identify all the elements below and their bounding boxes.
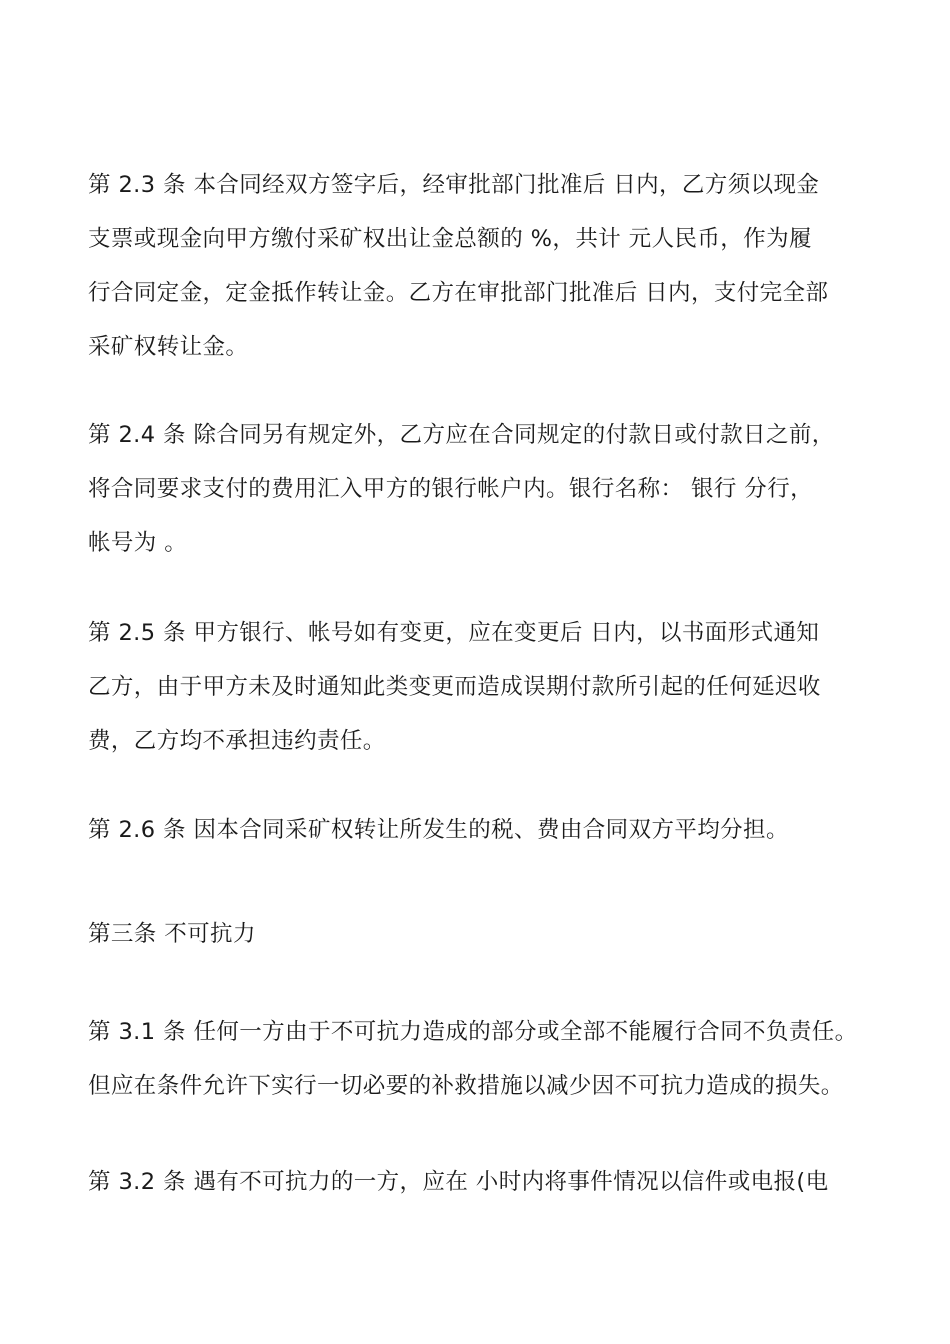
paragraph-line: 费，乙方均不承担违约责任。 [88, 728, 386, 754]
paragraph-line: 行合同定金，定金抵作转让金。乙方在审批部门批准后 日内，支付完全部 [88, 280, 829, 306]
clause-2-5-paragraph [88, 606, 888, 768]
article-3-heading [88, 907, 888, 961]
paragraph-line: 将合同要求支付的费用汇入甲方的银行帐户内。银行名称： 银行 分行， [88, 476, 814, 502]
clause-3-2-paragraph [88, 1155, 888, 1209]
clause-2-3-paragraph [88, 158, 888, 374]
paragraph-line: 采矿权转让金。 [88, 334, 249, 360]
paragraph-line: 第 2.3 条 本合同经双方签字后，经审批部门批准后 日内，乙方须以现金 [88, 172, 820, 198]
paragraph-line: 第 2.5 条 甲方银行、帐号如有变更，应在变更后 日内，以书面形式通知 [88, 620, 820, 646]
section-heading: 第三条 不可抗力 [88, 921, 256, 947]
clause-2-4-paragraph [88, 408, 888, 570]
paragraph-line: 第 3.1 条 任何一方由于不可抗力造成的部分或全部不能履行合同不负责任。 [88, 1019, 858, 1045]
paragraph-line: 但应在条件允许下实行一切必要的补救措施以减少因不可抗力造成的损失。 [88, 1073, 844, 1099]
paragraph-line: 第 2.6 条 因本合同采矿权转让所发生的税、费由合同双方平均分担。 [88, 817, 789, 843]
clause-3-1-paragraph [88, 1005, 888, 1113]
paragraph-line: 乙方，由于甲方未及时通知此类变更而造成误期付款所引起的任何延迟收 [88, 674, 821, 700]
paragraph-line: 帐号为 。 [88, 530, 188, 556]
paragraph-line: 支票或现金向甲方缴付采矿权出让金总额的 %，共计 元人民币，作为履 [88, 226, 812, 252]
paragraph-line: 第 2.4 条 除合同另有规定外，乙方应在合同规定的付款日或付款日之前， [88, 422, 835, 448]
paragraph-line: 第 3.2 条 遇有不可抗力的一方，应在 小时内将事件情况以信件或电报(电 [88, 1169, 829, 1195]
clause-2-6-paragraph [88, 803, 888, 857]
